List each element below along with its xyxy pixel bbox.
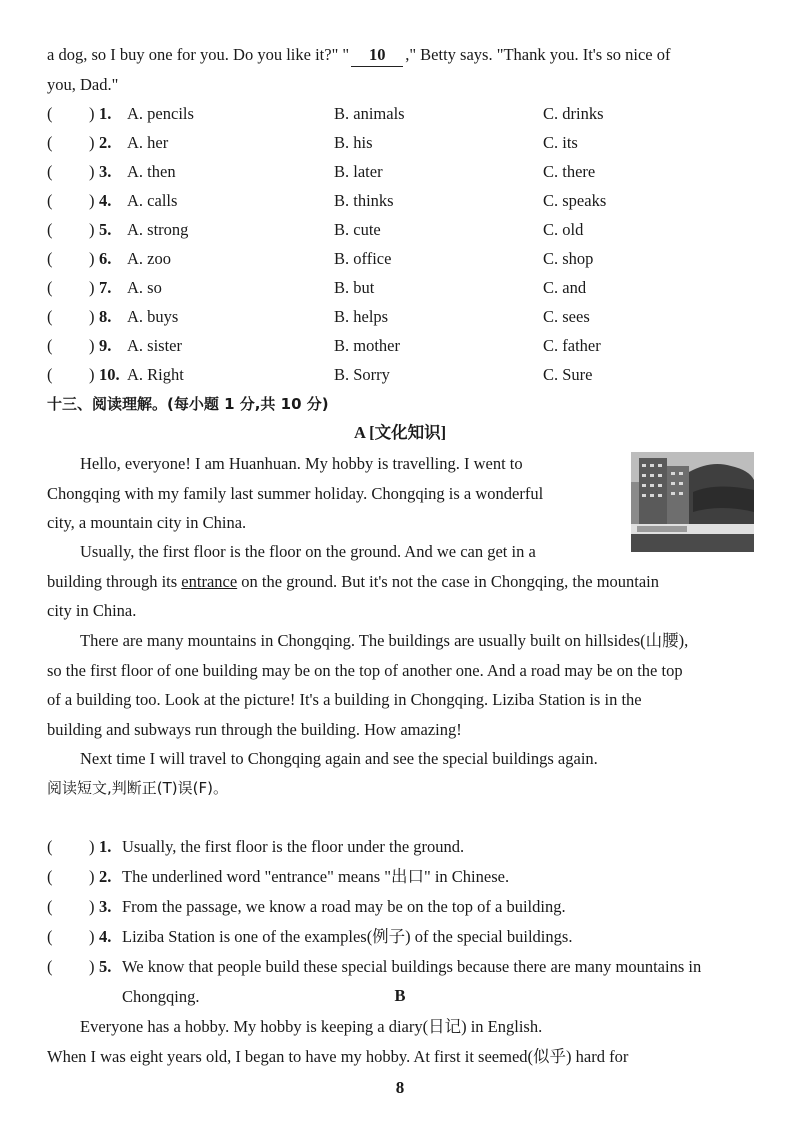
cloze-question-row [47,189,767,213]
p2-line-2-pre: building through its [47,571,182,591]
question-number: 2. [99,867,112,886]
question-text: From the passage, we know a road may be on the top of a building. [122,897,566,916]
question-number: 4. [99,927,112,946]
question-number: 3. [99,897,112,916]
option-a: A. calls [127,191,178,210]
option-c: C. Sure [543,365,593,384]
option-c: C. speaks [543,191,607,210]
option-a: A. Right [127,365,184,384]
question-number: 9. [99,336,112,355]
cloze-question-row [47,363,767,387]
option-c: C. there [543,162,596,181]
intro-text-pre: a dog, so I buy one for you. Do you like it?" " [47,45,350,64]
question-number: 7. [99,278,112,297]
option-b: B. helps [334,307,389,326]
cloze-question-row [47,218,767,242]
answer-paren-close: ) [89,249,95,268]
answer-paren-open[interactable]: ( [47,278,53,297]
p1-line-2: Chongqing with my family last summer holiday. Chongqing is a wonderful [47,483,544,503]
p3-line-1: There are many mountains in Chongqing. The buildings are usually built on hillsides(山腰), [80,631,689,650]
option-b: B. later [334,162,383,181]
p2-line-2 [47,567,759,597]
option-b: B. thinks [334,191,394,210]
answer-paren-close: ) [89,278,95,297]
answer-paren-open[interactable]: ( [47,133,53,152]
passage-a-paragraph-1 [47,449,625,538]
answer-paren-close: ) [89,133,95,152]
question-text: Liziba Station is one of the examples(例子) of the special buildings. [122,927,573,946]
passage-a-paragraph-3 [47,626,759,744]
answer-paren-open[interactable]: ( [47,249,53,268]
answer-paren-close: ) [89,191,95,210]
question-number: 1. [99,104,112,123]
question-text: The underlined word "entrance" means "出口" in Chinese. [122,867,510,886]
answer-paren-open[interactable]: ( [47,191,53,210]
section-13-heading: 十三、阅读理解。(每小题 1 分,共 10 分) [47,395,329,413]
answer-paren-close: ) [89,307,95,326]
answer-paren-open[interactable]: ( [47,897,53,916]
p2-line-1: Usually, the first floor is the floor on the ground. And we can get in a [80,542,536,561]
intro-line-1 [47,44,670,67]
passage-a-paragraph-4 [47,744,759,774]
question-text: Usually, the first floor is the floor under the ground. [122,837,465,856]
option-b: B. mother [334,336,400,355]
option-b: B. his [334,133,373,152]
option-b: B. animals [334,104,405,123]
question-number: 2. [99,133,112,152]
question-text: We know that people build these special buildings because there are many mountains in Chongqing. [122,957,702,1006]
option-a: A. so [127,278,162,297]
answer-paren-open[interactable]: ( [47,867,53,886]
answer-paren-close: ) [89,837,95,856]
p2-line-2-post: on the ground. But it's not the case in Chongqing, the mountain [237,571,660,591]
b-line-1: Everyone has a hobby. My hobby is keeping a diary(日记) in English. [80,1017,543,1036]
answer-paren-close: ) [89,867,95,886]
blank-10: 10 [351,44,403,67]
cloze-question-row [47,247,767,271]
answer-paren-open[interactable]: ( [47,837,53,856]
question-number: 5. [99,957,112,976]
question-number: 1. [99,837,112,856]
answer-paren-open[interactable]: ( [47,220,53,239]
cloze-question-row [47,102,767,126]
option-b: B. cute [334,220,381,239]
question-number: 8. [99,307,112,326]
question-number: 3. [99,162,112,181]
p3-line-4: building and subways run through the building. How amazing! [47,719,462,739]
question-number: 4. [99,191,112,210]
p3-line-2: so the first floor of one building may be on the top of another one. And a road may be on the top [47,660,683,680]
question-number: 10. [99,365,120,384]
tf-instruction: 阅读短文,判断正(T)误(F)。 [47,779,228,797]
option-c: C. sees [543,307,590,326]
answer-paren-close: ) [89,162,95,181]
p3-line-3: of a building too. Look at the picture! It's a building in Chongqing. Liziba Station is in the [47,690,642,709]
option-c: C. shop [543,249,594,268]
option-b: B. Sorry [334,365,390,384]
option-c: C. drinks [543,104,604,123]
p1-line-3: city, a mountain city in China. [47,513,247,532]
answer-paren-open[interactable]: ( [47,957,53,976]
p4-line-1: Next time I will travel to Chongqing again and see the special buildings again. [80,749,598,768]
cloze-question-row [47,305,767,329]
option-a: A. her [127,133,169,152]
p1-line-1: Hello, everyone! I am Huanhuan. My hobby is travelling. I went to [80,454,523,473]
part-b-title: B [394,986,406,1005]
answer-paren-open[interactable]: ( [47,365,53,384]
option-a: A. zoo [127,249,171,268]
option-a: A. buys [127,307,179,326]
answer-paren-close: ) [89,957,95,976]
option-a: A. then [127,162,176,181]
intro-line-2: you, Dad." [47,75,119,94]
answer-paren-close: ) [89,897,95,916]
answer-paren-close: ) [89,365,95,384]
option-a: A. strong [127,220,189,239]
b-line-2: When I was eight years old, I began to have my hobby. At first it seemed(似乎) hard for [47,1046,629,1066]
option-a: A. sister [127,336,182,355]
question-number: 6. [99,249,112,268]
part-a-title: A [文化知识] [353,423,447,442]
answer-paren-open[interactable]: ( [47,162,53,181]
answer-paren-open[interactable]: ( [47,104,53,123]
answer-paren-close: ) [89,336,95,355]
underlined-word-entrance: entrance [181,571,238,591]
page-number: 8 [395,1078,405,1097]
option-c: C. old [543,220,584,239]
cloze-question-row [47,160,767,184]
passage-a-paragraph-2 [47,537,759,626]
passage-b [47,1012,759,1071]
cloze-question-row [47,334,767,358]
cloze-question-row [47,131,767,155]
option-b: B. but [334,278,375,297]
answer-paren-close: ) [89,220,95,239]
option-b: B. office [334,249,392,268]
intro-text-post: ," Betty says. "Thank you. It's so nice of [405,45,671,64]
p2-line-3: city in China. [47,601,137,620]
option-c: C. father [543,336,601,355]
answer-paren-open[interactable]: ( [47,307,53,326]
option-c: C. its [543,133,578,152]
answer-paren-open[interactable]: ( [47,336,53,355]
question-number: 5. [99,220,112,239]
answer-paren-open[interactable]: ( [47,927,53,946]
answer-paren-close: ) [89,927,95,946]
answer-paren-close: ) [89,104,95,123]
option-c: C. and [543,278,587,297]
option-a: A. pencils [127,104,194,123]
cloze-question-row [47,276,767,300]
